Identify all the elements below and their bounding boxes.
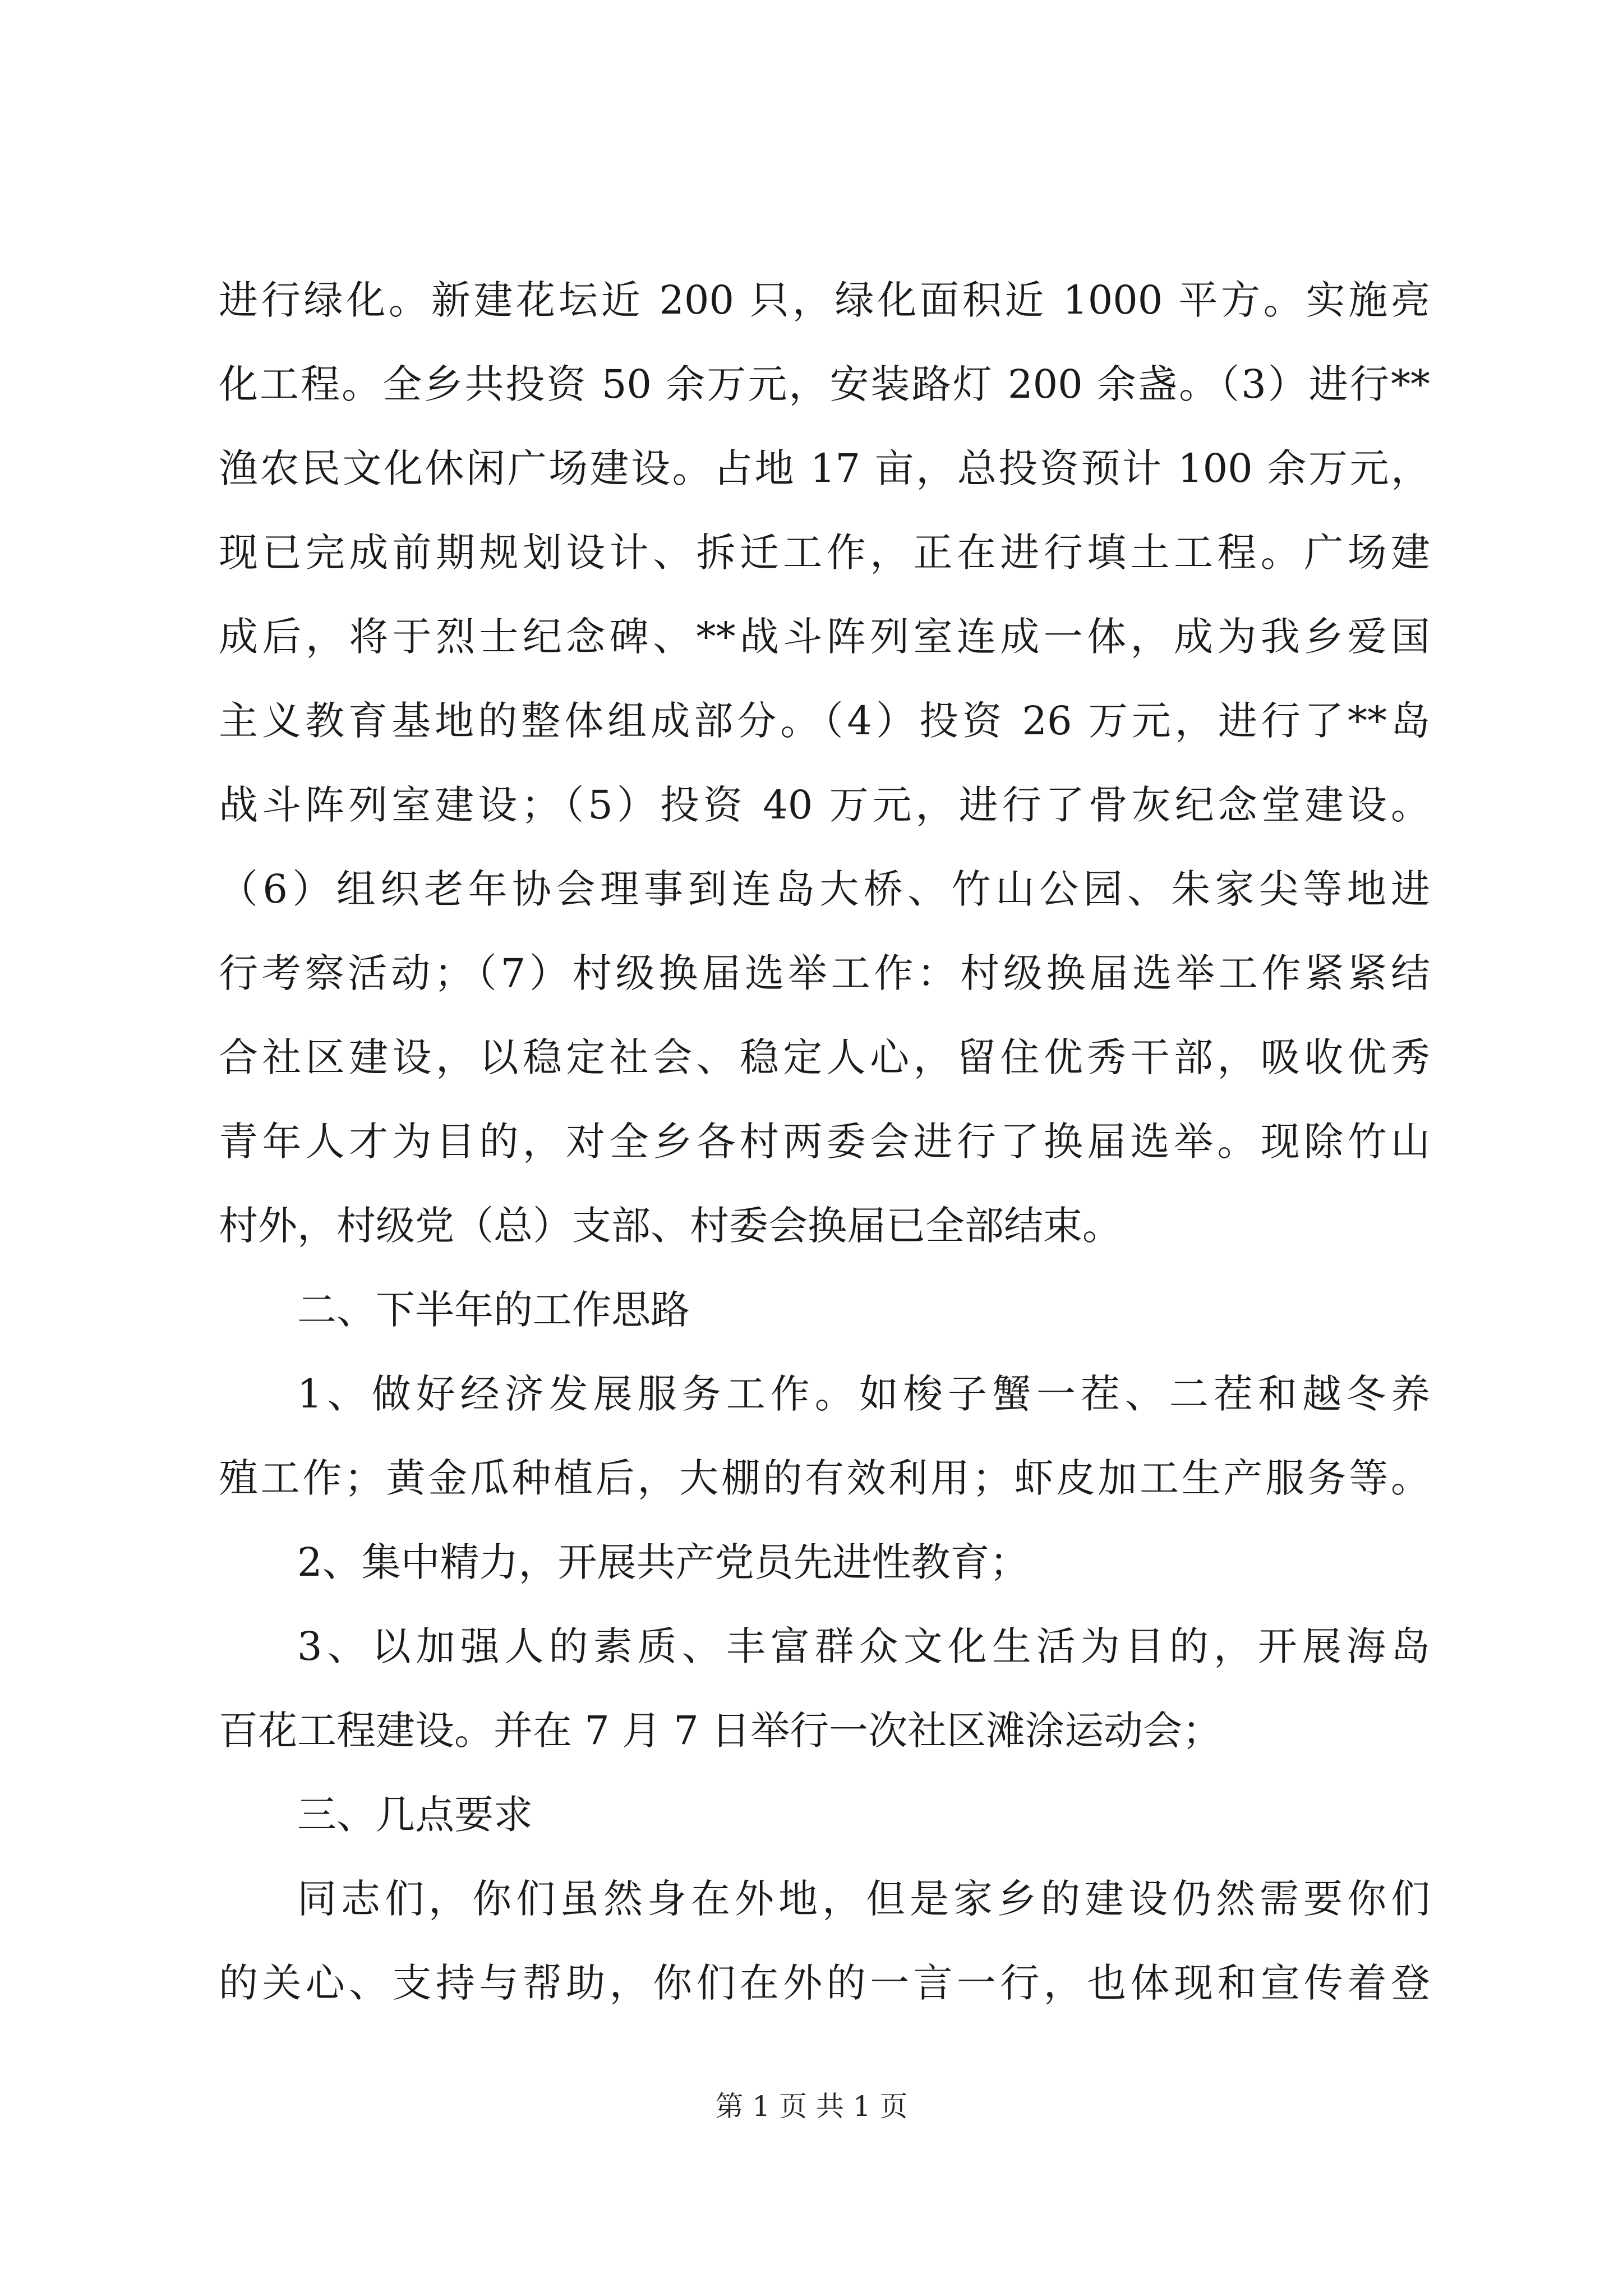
section-heading: 二、下半年的工作思路 [297,1287,690,1333]
text-line: 殖工作；黄金瓜种植后，大棚的有效利用；虾皮加工生产服务等。 [219,1455,1430,1501]
text-line: 1、做好经济发展服务工作。如梭子蟹一茬、二茬和越冬养 [297,1371,1430,1417]
text-line: 进行绿化。新建花坛近 200 只，绿化面积近 1000 平方。实施亮 [219,277,1430,323]
text-line: （6）组织老年协会理事到连岛大桥、竹山公园、朱家尖等地进 [219,866,1430,912]
text-line: 青年人才为目的，对全乡各村两委会进行了换届选举。现除竹山 [219,1119,1430,1165]
text-line: 化工程。全乡共投资 50 余万元，安装路灯 200 余盏。（3）进行** [219,361,1430,407]
text-line: 百花工程建设。并在 7 月 7 日举行一次社区滩涂运动会； [219,1708,1222,1754]
text-line: 村外，村级党（总）支部、村委会换届已全部结束。 [219,1203,1122,1249]
page-number-label: 第 1 页 共 1 页 [715,2090,908,2123]
text-line: 3、以加强人的素质、丰富群众文化生活为目的，开展海岛 [297,1623,1430,1669]
section-heading: 三、几点要求 [297,1792,533,1838]
text-line: 成后，将于烈士纪念碑、**战斗阵列室连成一体，成为我乡爱国 [219,614,1430,660]
text-line: 战斗阵列室建设；（5）投资 40 万元，进行了骨灰纪念堂建设。 [219,782,1430,828]
text-line: 主义教育基地的整体组成部分。（4）投资 26 万元，进行了**岛 [219,698,1430,744]
text-line: 同志们，你们虽然身在外地，但是家乡的建设仍然需要你们 [297,1876,1430,1922]
document-body [219,258,1430,2025]
text-line: 现已完成前期规划设计、拆迁工作，正在进行填土工程。广场建 [219,530,1430,576]
text-line: 行考察活动；（7）村级换届选举工作：村级换届选举工作紧紧结 [219,950,1430,996]
text-line: 渔农民文化休闲广场建设。占地 17 亩，总投资预计 100 余万元， [219,445,1430,491]
text-line: 的关心、支持与帮助，你们在外的一言一行，也体现和宣传着登 [219,1960,1430,2006]
text-line: 2、集中精力，开展共产党员先进性教育； [297,1539,1029,1585]
page-footer [0,2087,1623,2126]
text-line: 合社区建设，以稳定社会、稳定人心，留住优秀干部，吸收优秀 [219,1034,1430,1080]
